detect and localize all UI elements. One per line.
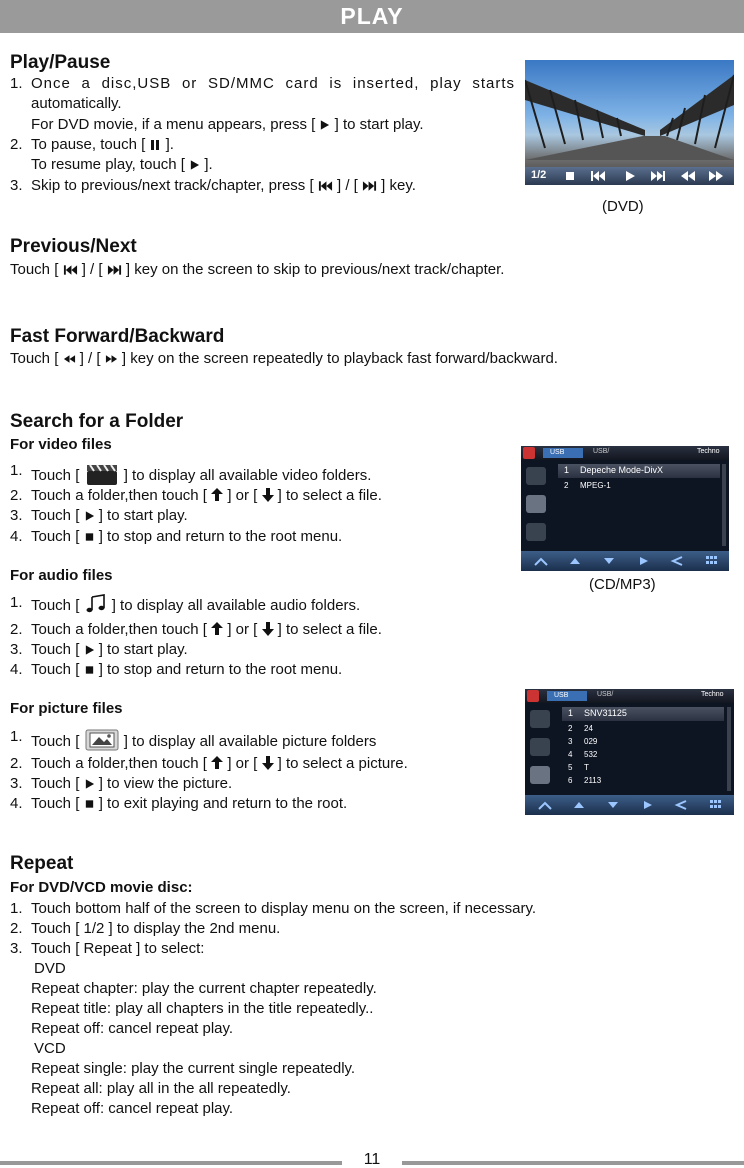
search-folder-heading: Search for a Folder (10, 411, 184, 432)
video-clapper-icon (526, 495, 546, 513)
page-title: PLAY (340, 3, 404, 29)
list-row-selected (562, 707, 724, 721)
audio-step-2: Touch a folder,then touch [ ] or [ ] to select a file. (31, 621, 382, 638)
osd-stop-icon (565, 171, 575, 181)
step-number: 1. (10, 75, 23, 92)
step-number: 2. (10, 136, 23, 153)
repeat-step-1: Touch bottom half of the screen to display menu on the screen, if necessary. (31, 900, 536, 917)
repeat-vcd-off: Repeat off: cancel repeat play. (31, 1100, 234, 1117)
previous-next-text: Touch [ ] / [ ] key on the screen to skip to previous/next track/chapter. (10, 261, 505, 278)
row-number: 1 (564, 465, 570, 475)
play-icon (637, 795, 657, 815)
down-arrow-icon (262, 622, 274, 636)
music-note-icon (526, 467, 546, 485)
step-number: 2. (10, 621, 23, 638)
row-number: 3 (568, 737, 573, 746)
back-icon (531, 551, 551, 571)
list-row (562, 776, 724, 788)
step-number: 1. (10, 900, 23, 917)
picture-folder-screenshot (525, 689, 734, 815)
category-column (523, 463, 549, 547)
usb-tab: USB (547, 691, 587, 701)
music-note-icon (530, 710, 550, 728)
browser-topbar (525, 689, 734, 703)
path-label: USB/ (597, 691, 614, 698)
stop-icon (84, 798, 95, 810)
fast-forward-heading: Fast Forward/Backward (10, 326, 225, 347)
list-row (562, 750, 724, 762)
row-name: Depeche Mode-DivX (580, 465, 664, 475)
video-clapper-icon (84, 462, 120, 486)
pause-icon (149, 139, 161, 151)
video-step-3: Touch [ ] to start play. (31, 507, 188, 524)
step-number: 3. (10, 775, 23, 792)
row-number: 2 (564, 481, 569, 490)
video-step-2: Touch a folder,then touch [ ] or [ ] to select a file. (31, 487, 382, 504)
browser-topbar (521, 446, 729, 460)
down-icon (599, 551, 619, 571)
osd-prev-icon (591, 171, 605, 181)
play-step-1-line-c: For DVD movie, if a menu appears, press [ ] to start play. (31, 116, 424, 133)
rewind-icon (63, 353, 76, 365)
play-icon (84, 510, 95, 522)
play-icon (84, 644, 95, 656)
repeat-dvd-label: DVD (34, 960, 66, 977)
dvd-osd-bar (525, 167, 734, 185)
close-icon (523, 447, 535, 459)
audio-files-subtitle: For audio files (10, 567, 113, 584)
mode-label: Techno (697, 448, 720, 455)
picture-step-2: Touch a folder,then touch [ ] or [ ] to select a picture. (31, 755, 408, 772)
osd-play-icon (625, 171, 635, 181)
play-step-1-line-a: Once a disc,USB or SD/MMC card is inserted, play starts (31, 75, 515, 92)
dvd-screenshot (525, 60, 734, 185)
page-number: 11 (363, 1151, 381, 1168)
osd-chapter-label: 1/2 (531, 169, 547, 181)
play-step-3: Skip to previous/next track/chapter, press [ ] / [ ] key. (31, 177, 416, 194)
step-number: 2. (10, 755, 23, 772)
row-number: 6 (568, 776, 573, 785)
row-number: 5 (568, 763, 573, 772)
fast-forward-icon (105, 353, 118, 365)
row-name: MPEG-1 (580, 481, 611, 490)
row-number: 2 (568, 724, 573, 733)
row-name: 532 (584, 750, 598, 759)
step-number: 3. (10, 507, 23, 524)
list-row (562, 724, 724, 736)
stop-icon (84, 664, 95, 676)
repeat-dvd-chapter: Repeat chapter: play the current chapter repeatedly. (31, 980, 377, 997)
footer-rule-right (402, 1161, 744, 1165)
step-number: 3. (10, 177, 23, 194)
next-icon (107, 264, 122, 276)
up-icon (565, 551, 585, 571)
row-name: SNV31125 (584, 708, 627, 718)
scrollbar (727, 707, 731, 791)
osd-next-icon (651, 171, 665, 181)
stop-icon (84, 531, 95, 543)
browser-bottom-bar (521, 551, 729, 571)
row-name: 2113 (584, 776, 602, 785)
picture-step-4: Touch [ ] to exit playing and return to the root. (31, 795, 348, 812)
repeat-dvd-title: Repeat title: play all chapters in the title repeatedly.. (31, 1000, 374, 1017)
picture-files-subtitle: For picture files (10, 700, 123, 717)
previous-icon (318, 180, 333, 192)
video-files-subtitle: For video files (10, 436, 112, 453)
picture-icon (530, 766, 550, 784)
step-number: 1. (10, 462, 23, 479)
close-icon (527, 690, 539, 702)
grid-icon (705, 795, 725, 815)
audio-step-4: Touch [ ] to stop and return to the root menu. (31, 661, 343, 678)
list-row (562, 763, 724, 775)
fast-forward-text: Touch [ ] / [ ] key on the screen repeatedly to playback fast forward/backward. (10, 350, 558, 367)
list-row (562, 737, 724, 749)
repeat-heading: Repeat (10, 853, 74, 874)
step-number: 2. (10, 487, 23, 504)
step-number: 4. (10, 661, 23, 678)
video-clapper-icon (530, 738, 550, 756)
step-number: 3. (10, 940, 23, 957)
browser-bottom-bar (525, 795, 734, 815)
step-number: 4. (10, 795, 23, 812)
row-name: T (584, 763, 589, 772)
row-name: 029 (584, 737, 598, 746)
play-pause-heading: Play/Pause (10, 52, 111, 73)
scrollbar (722, 464, 726, 546)
play-step-2-line-a: To pause, touch [ ]. (31, 136, 174, 153)
usb-tab: USB (543, 448, 583, 458)
play-icon (633, 551, 653, 571)
step-number: 4. (10, 528, 23, 545)
previous-next-heading: Previous/Next (10, 236, 137, 257)
list-row-selected (558, 464, 720, 478)
return-icon (667, 551, 687, 571)
path-label: USB/ (593, 448, 610, 455)
step-number: 1. (10, 594, 23, 611)
dvd-caption: (DVD) (602, 198, 644, 215)
return-icon (671, 795, 691, 815)
step-number: 3. (10, 641, 23, 658)
row-name: 24 (584, 724, 593, 733)
picture-icon (84, 728, 120, 752)
play-icon (319, 119, 330, 131)
picture-step-1: Touch [ ] to display all available picture folders (31, 728, 376, 752)
down-icon (603, 795, 623, 815)
header-bar (0, 0, 744, 33)
up-arrow-icon (211, 756, 223, 770)
osd-forward-icon (709, 171, 723, 181)
play-icon (189, 159, 200, 171)
video-step-4: Touch [ ] to stop and return to the root menu. (31, 528, 343, 545)
repeat-vcd-label: VCD (34, 1040, 66, 1057)
row-number: 4 (568, 750, 573, 759)
repeat-dvd-off: Repeat off: cancel repeat play. (31, 1020, 234, 1037)
repeat-step-3: Touch [ Repeat ] to select: (31, 940, 205, 957)
previous-icon (63, 264, 78, 276)
music-note-icon (84, 594, 108, 614)
next-icon (362, 180, 377, 192)
step-number: 2. (10, 920, 23, 937)
up-arrow-icon (211, 622, 223, 636)
category-column (527, 706, 553, 792)
audio-step-3: Touch [ ] to start play. (31, 641, 188, 658)
play-step-1-line-b: automatically. (31, 95, 122, 112)
grid-icon (701, 551, 721, 571)
mode-label: Techno (701, 691, 724, 698)
step-number: 1. (10, 728, 23, 745)
audio-step-1: Touch [ ] to display all available audio folders. (31, 594, 360, 615)
back-icon (535, 795, 555, 815)
up-arrow-icon (211, 488, 223, 502)
video-folder-screenshot (521, 446, 729, 571)
up-icon (569, 795, 589, 815)
down-arrow-icon (262, 756, 274, 770)
play-step-2-line-b: To resume play, touch [ ]. (31, 156, 213, 173)
osd-rewind-icon (681, 171, 695, 181)
row-number: 1 (568, 708, 574, 718)
cdmp3-caption: (CD/MP3) (589, 576, 656, 593)
repeat-subtitle: For DVD/VCD movie disc: (10, 879, 193, 896)
down-arrow-icon (262, 488, 274, 502)
picture-icon (526, 523, 546, 541)
repeat-vcd-single: Repeat single: play the current single repeatedly. (31, 1060, 356, 1077)
list-row (558, 481, 720, 493)
video-step-1: Touch [ ] to display all available video folders. (31, 462, 371, 486)
repeat-vcd-all: Repeat all: play all in the all repeatedly. (31, 1080, 291, 1097)
repeat-step-2: Touch [ 1/2 ] to display the 2nd menu. (31, 920, 281, 937)
footer-rule-left (0, 1161, 342, 1165)
play-icon (84, 778, 95, 790)
picture-step-3: Touch [ ] to view the picture. (31, 775, 233, 792)
